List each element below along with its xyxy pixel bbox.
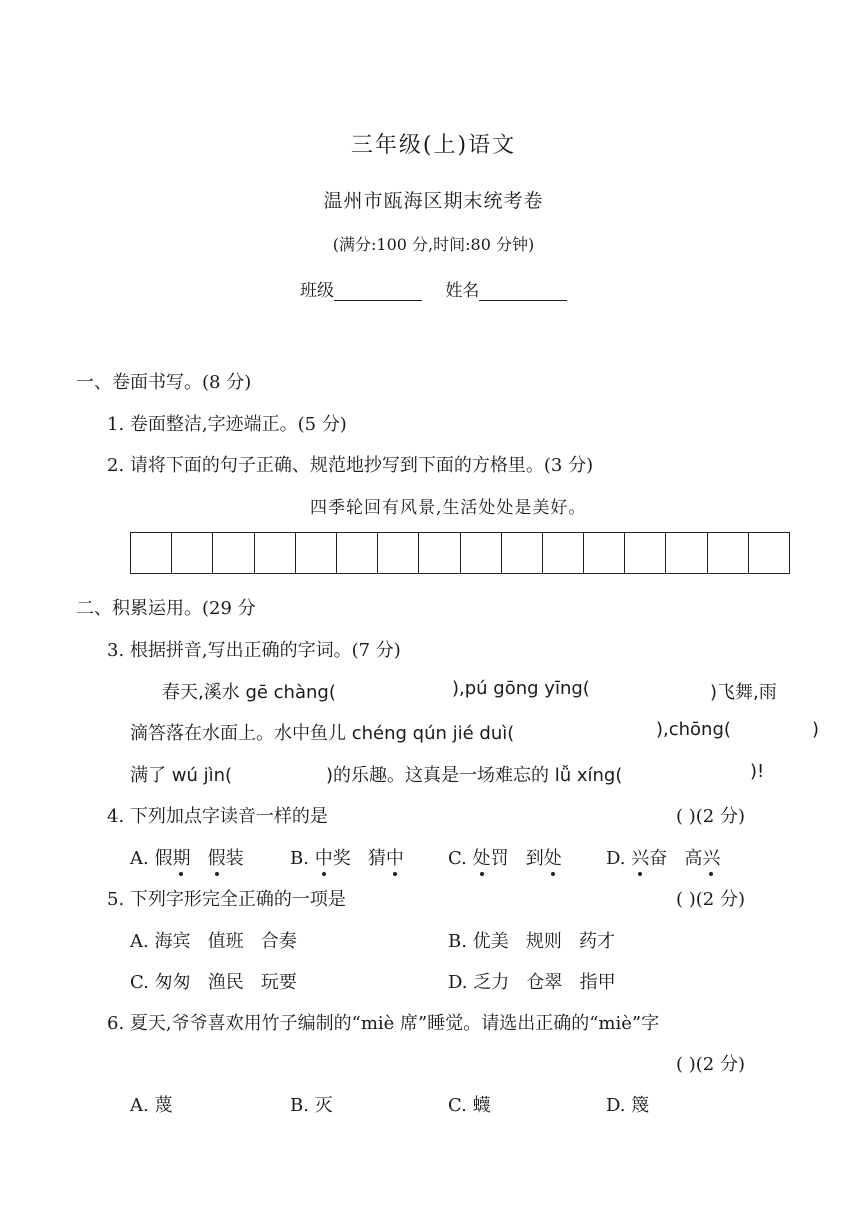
q4-option-c[interactable]: C. 处罚 到处	[448, 844, 562, 870]
grid-cell[interactable]	[625, 533, 666, 573]
q5-option-a[interactable]: A. 海宾 值班 合奏	[130, 931, 297, 952]
q6-answer-bracket[interactable]: ( )(2 分)	[676, 1054, 745, 1075]
q5-answer-bracket[interactable]: ( )(2 分)	[676, 889, 745, 910]
class-label: 班级	[300, 281, 334, 301]
q3-line3-a: 满了 wú jìn(	[130, 765, 233, 786]
class-blank[interactable]	[334, 282, 422, 301]
name-label: 姓名	[445, 281, 480, 301]
copy-sentence: 四季轮回有风景,生活处处是美好。	[310, 498, 587, 518]
q6-option-a[interactable]: A. 蔑	[130, 1095, 173, 1116]
q3-line2-a: 滴答落在水面上。水中鱼儿 chéng qún jié duì(	[130, 723, 515, 744]
grid-cell[interactable]	[172, 533, 213, 573]
grid-cell[interactable]	[666, 533, 707, 573]
q3-line2-b: ),chōng(	[656, 719, 731, 740]
question-6: 6. 夏天,爷爷喜欢用竹子编制的“miè 席”睡觉。请选出正确的“miè”字	[107, 1013, 660, 1034]
name-blank[interactable]	[479, 282, 567, 301]
q3-line3-b: )的乐趣。这真是一场难忘的 lǚ xíng(	[326, 765, 623, 786]
question-3: 3. 根据拼音,写出正确的字词。(7 分)	[107, 640, 401, 661]
grid-cell[interactable]	[749, 533, 789, 573]
exam-meta: (满分:100 分,时间:80 分钟)	[332, 235, 535, 254]
grid-cell[interactable]	[461, 533, 502, 573]
q4-option-d[interactable]: D. 兴奋 高兴	[606, 844, 720, 870]
q5-option-c[interactable]: C. 匆匆 渔民 玩要	[130, 972, 297, 993]
grid-cell[interactable]	[378, 533, 419, 573]
q3-line3-c: )!	[750, 761, 765, 782]
q4-option-b[interactable]: B. 中奖 猜中	[290, 844, 404, 870]
q3-line2-c: )	[812, 719, 820, 740]
grid-cell[interactable]	[255, 533, 296, 573]
question-5: 5. 下列字形完全正确的一项是	[107, 889, 346, 910]
q3-line1-a: 春天,溪水 gē chàng(	[162, 682, 336, 703]
grid-cell[interactable]	[584, 533, 625, 573]
writing-grid[interactable]	[130, 532, 790, 574]
section2-heading: 二、积累运用。(29 分	[76, 598, 256, 619]
q4-answer-bracket[interactable]: ( )(2 分)	[676, 806, 745, 827]
q6-option-c[interactable]: C. 蠛	[448, 1095, 491, 1116]
grid-cell[interactable]	[337, 533, 378, 573]
q3-line1-b: ),pú gōng yīng(	[452, 678, 590, 699]
student-fields	[300, 276, 585, 301]
page-title: 三年级(上)语文	[350, 133, 517, 158]
grid-cell[interactable]	[543, 533, 584, 573]
q6-option-d[interactable]: D. 篾	[606, 1095, 650, 1116]
grid-cell[interactable]	[213, 533, 254, 573]
section1-heading: 一、卷面书写。(8 分)	[76, 372, 252, 393]
q3-line1-c: )飞舞,雨	[710, 682, 777, 703]
grid-cell[interactable]	[419, 533, 460, 573]
exam-subtitle: 温州市瓯海区期末统考卷	[323, 190, 544, 212]
grid-cell[interactable]	[131, 533, 172, 573]
q5-option-d[interactable]: D. 乏力 仓翠 指甲	[448, 972, 616, 993]
question-2: 2. 请将下面的句子正确、规范地抄写到下面的方格里。(3 分)	[107, 455, 594, 476]
q5-option-b[interactable]: B. 优美 规则 药才	[448, 931, 616, 952]
question-4: 4. 下列加点字读音一样的是	[107, 806, 328, 827]
q4-option-a[interactable]: A. 假期 假装	[130, 844, 244, 870]
grid-cell[interactable]	[296, 533, 337, 573]
grid-cell[interactable]	[708, 533, 749, 573]
grid-cell[interactable]	[502, 533, 543, 573]
q6-option-b[interactable]: B. 灭	[290, 1095, 333, 1116]
question-1: 1. 卷面整洁,字迹端正。(5 分)	[107, 414, 347, 435]
